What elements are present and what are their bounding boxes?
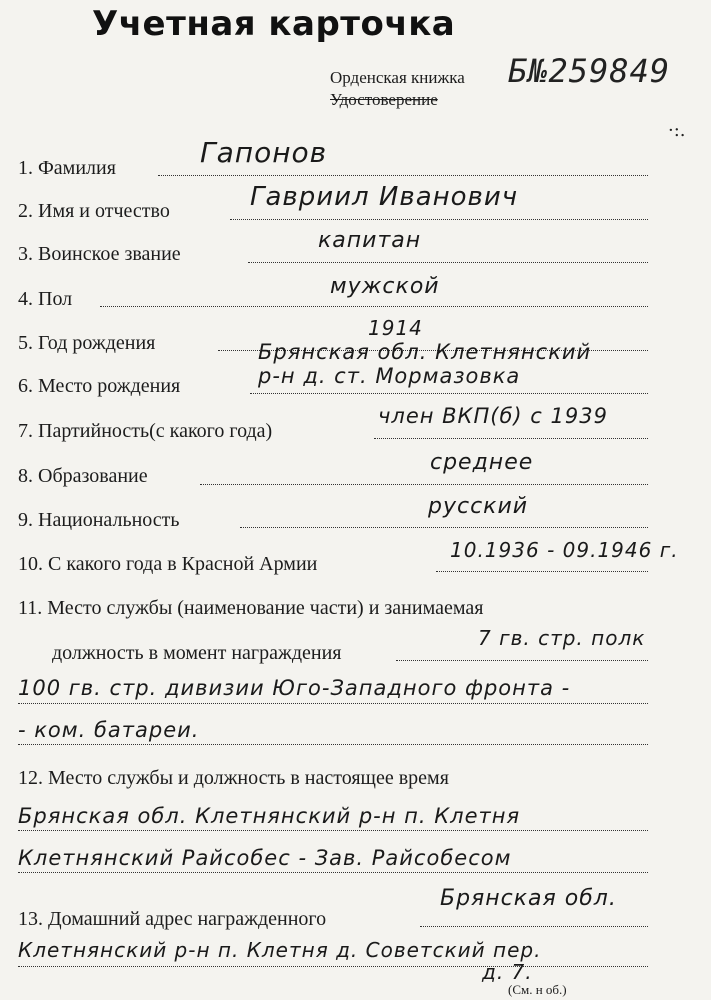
field-service-line3	[18, 744, 648, 745]
field-current-post-line2	[18, 872, 648, 873]
field-party-value: член ВКП(б) с 1939	[378, 404, 608, 428]
field-sex-value: мужской	[330, 274, 440, 299]
order-book-number: Б№259849	[508, 52, 671, 90]
field-education-line	[200, 484, 648, 485]
field-home-address-line2	[18, 966, 648, 967]
field-party-label: 7. Партийность(с какого года)	[18, 420, 273, 442]
field-party-line	[374, 438, 648, 439]
field-current-post-label: 12. Место службы и должность в настоящее время	[18, 767, 449, 789]
field-service-line1	[396, 660, 648, 661]
field-name-line	[230, 219, 648, 220]
field-nationality-line	[240, 527, 648, 528]
field-birth-year-label: 5. Год рождения	[18, 332, 156, 354]
certificate-label-struck: Удостоверение	[330, 90, 438, 109]
field-service-label-line2: должность в момент награждения	[52, 642, 342, 664]
field-home-address-line1	[420, 926, 648, 927]
field-birth-year-value: 1914	[368, 316, 423, 340]
field-birthplace-line	[250, 393, 648, 394]
field-home-address-value-line2: Клетнянский р-н п. Клетня д. Советский пер.	[18, 938, 542, 962]
field-service-value-line3: - ком. батареи.	[18, 718, 200, 742]
field-rank-value: капитан	[318, 228, 422, 253]
field-birthplace-value-line2: р-н д. ст. Мормазовка	[258, 364, 521, 388]
field-home-address-label: 13. Домашний адрес награжденного	[18, 908, 327, 930]
field-service-line2	[18, 703, 648, 704]
field-sex-line	[100, 306, 648, 307]
field-surname-label: 1. Фамилия	[18, 157, 116, 179]
field-army-since-line	[436, 571, 648, 572]
ink-blot: ·:.	[668, 120, 686, 141]
field-service-value-line1: 7 гв. стр. полк	[478, 626, 646, 650]
field-current-post-value-line2: Клетнянский Райсобес - Зав. Райсобесом	[18, 846, 512, 870]
field-birthplace-value-line1: Брянская обл. Клетнянский	[258, 340, 592, 364]
field-service-label-line1: 11. Место службы (наименование части) и занимаемая	[18, 597, 484, 619]
field-sex-label: 4. Пол	[18, 288, 73, 310]
field-home-address-value-line3: д. 7.	[482, 960, 533, 984]
field-service-value-line2: 100 гв. стр. дивизии Юго-Западного фронта -	[18, 676, 571, 700]
field-surname-line	[158, 175, 648, 176]
field-nationality-value: русский	[428, 494, 529, 519]
card-title: Учетная карточка	[92, 4, 456, 44]
field-current-post-line1	[18, 830, 648, 831]
field-current-post-value-line1: Брянская обл. Клетнянский р-н п. Клетня	[18, 804, 521, 828]
field-education-value: среднее	[430, 450, 534, 475]
field-name-label: 2. Имя и отчество	[18, 200, 170, 222]
field-education-label: 8. Образование	[18, 465, 148, 487]
field-army-since-label: 10. С какого года в Красной Армии	[18, 553, 318, 575]
field-nationality-label: 9. Национальность	[18, 509, 180, 531]
field-surname-value: Гапонов	[200, 136, 328, 169]
field-rank-line	[248, 262, 648, 263]
field-rank-label: 3. Воинское звание	[18, 243, 181, 265]
field-home-address-value-line1: Брянская обл.	[440, 886, 617, 911]
field-birthplace-label: 6. Место рождения	[18, 375, 181, 397]
order-book-label: Орденская книжка	[330, 68, 465, 87]
field-army-since-value: 10.1936 - 09.1946 г.	[450, 538, 679, 562]
field-name-value: Гавриил Иванович	[250, 182, 519, 212]
footnote: (См. н об.)	[508, 982, 567, 997]
